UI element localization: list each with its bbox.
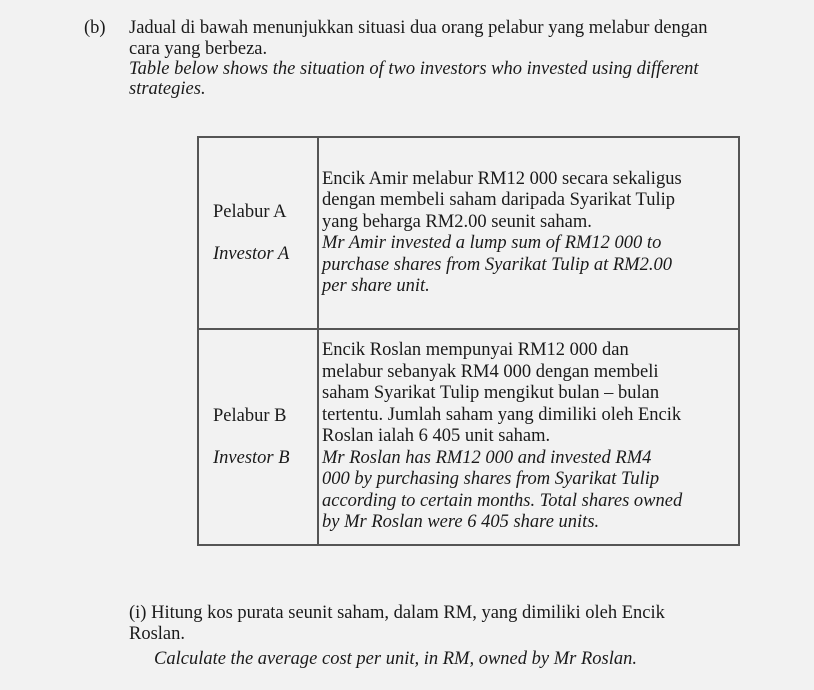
investor-a-description: [318, 137, 739, 329]
intro-english-line-1: Table below shows the situation of two investors who invested using different: [129, 59, 699, 79]
investor-b-row: [198, 329, 739, 545]
investor-a-ms-line: yang beharga RM2.00 seunit saham.: [322, 211, 592, 232]
investor-a-ms-line: Encik Amir melabur RM12 000 secara sekaligus: [322, 168, 682, 189]
investor-a-label-cell: [198, 137, 318, 329]
investor-table: [197, 136, 740, 546]
investor-b-label-cell: [198, 329, 318, 545]
investor-a-en-line: purchase shares from Syarikat Tulip at RM2.00: [322, 254, 672, 275]
investor-a-label-ms: Pelabur A: [213, 202, 287, 222]
investor-a-row: [198, 137, 739, 329]
investor-b-en-line: according to certain months. Total shares owned: [322, 490, 683, 511]
question-english-line: Calculate the average cost per unit, in RM, owned by Mr Roslan.: [154, 649, 637, 669]
investor-a-ms-line: dengan membeli saham daripada Syarikat Tulip: [322, 190, 675, 210]
investor-b-en-line: by Mr Roslan were 6 405 share units.: [322, 512, 600, 533]
question-malay-line-1: (i) Hitung kos purata seunit saham, dalam RM, yang dimiliki oleh Encik: [129, 603, 665, 623]
intro-malay-line-1: Jadual di bawah menunjukkan situasi dua orang pelabur yang melabur dengan: [129, 18, 708, 38]
investor-b-description: [318, 329, 739, 545]
investor-b-ms-line: saham Syarikat Tulip mengikut bulan – bulan: [322, 383, 660, 404]
question-malay-line-2: Roslan.: [129, 624, 186, 644]
part-marker: (b): [84, 18, 106, 38]
investor-b-ms-line: melabur sebanyak RM4 000 dengan membeli: [322, 361, 659, 382]
investor-b-ms-line: Encik Roslan mempunyai RM12 000 dan: [322, 340, 629, 361]
investor-a-label-en: Investor A: [213, 244, 290, 264]
intro-english-line-2: strategies.: [129, 79, 206, 99]
investor-b-en-line: 000 by purchasing shares from Syarikat Tulip: [322, 469, 660, 490]
investor-b-ms-line: Roslan ialah 6 405 unit saham.: [322, 426, 551, 447]
investor-b-en-line: Mr Roslan has RM12 000 and invested RM4: [322, 447, 652, 468]
investor-b-label-ms: Pelabur B: [213, 406, 287, 426]
investor-a-en-line: Mr Amir invested a lump sum of RM12 000 to: [322, 233, 662, 253]
investor-b-ms-line: tertentu. Jumlah saham yang dimiliki oleh Encik: [322, 404, 682, 425]
investor-b-label-en: Investor B: [213, 448, 290, 468]
investor-a-en-line: per share unit.: [322, 276, 430, 296]
intro-malay-line-2: cara yang berbeza.: [129, 39, 268, 59]
